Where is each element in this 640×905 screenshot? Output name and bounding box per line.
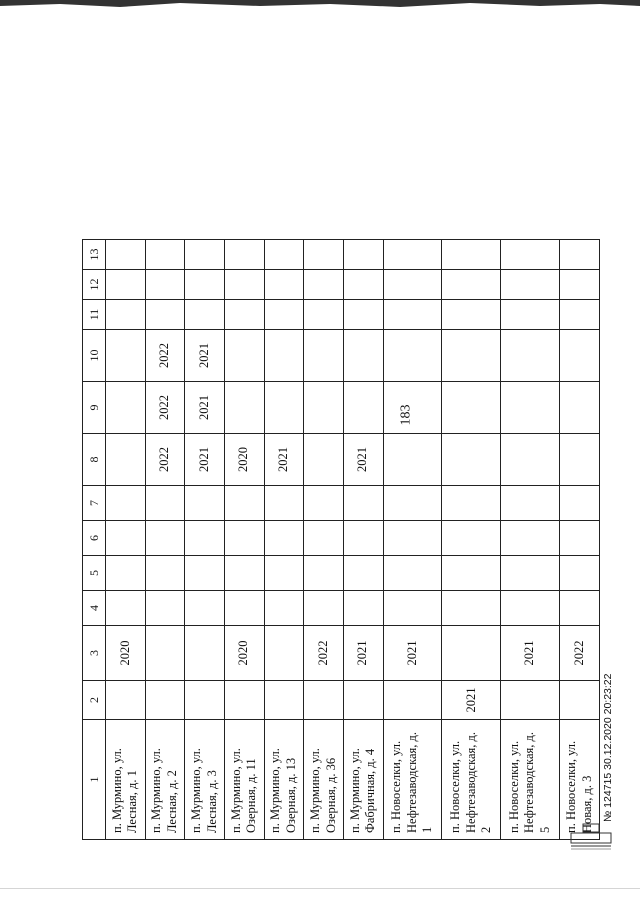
year-cell-c2	[224, 681, 264, 720]
year-cell-c9: 2021	[185, 382, 225, 434]
year-cell-c2	[383, 681, 442, 720]
schedule-table-rotated	[82, 240, 600, 840]
address-cell: п. Мурмино, ул. Озерная, д. 36	[304, 720, 344, 840]
year-cell-c7	[383, 486, 442, 521]
year-cell-c4	[264, 591, 304, 626]
address-cell: п. Мурмино, ул. Фабричная, д. 4	[343, 720, 383, 840]
column-header-9: 9	[83, 382, 106, 434]
year-cell-c7	[442, 486, 501, 521]
year-cell-c13	[442, 240, 501, 270]
schedule-table	[82, 239, 600, 840]
year-cell-c2	[501, 681, 560, 720]
year-cell-c11	[343, 300, 383, 330]
year-cell-c3: 2020	[224, 626, 264, 681]
column-header-6: 6	[83, 521, 106, 556]
year-cell-c12	[501, 270, 560, 300]
year-cell-c12	[442, 270, 501, 300]
year-cell-c4	[185, 591, 225, 626]
year-cell-c3	[185, 626, 225, 681]
year-cell-c7	[560, 486, 600, 521]
year-cell-c6	[560, 521, 600, 556]
year-cell-c8: 2022	[145, 434, 185, 486]
year-cell-c2	[185, 681, 225, 720]
column-header-2: 2	[83, 681, 106, 720]
address-cell: п. Новоселки, ул. Новая, д. 3	[560, 720, 600, 840]
year-cell-c12	[560, 270, 600, 300]
address-cell: п. Новоселки, ул. Нефтезаводская, д. 1	[383, 720, 442, 840]
year-cell-c5	[304, 556, 344, 591]
year-cell-c4	[560, 591, 600, 626]
year-cell-c2	[264, 681, 304, 720]
year-cell-c13	[383, 240, 442, 270]
table-row	[224, 240, 264, 840]
electronic-document-logo-icon	[569, 823, 613, 851]
year-cell-c3: 2021	[383, 626, 442, 681]
document-id-stamp	[602, 612, 616, 822]
address-cell: п. Новоселки, ул. Нефтезаводская, д. 5	[501, 720, 560, 840]
year-cell-c10	[264, 330, 304, 382]
address-cell: п. Мурмино, ул. Лесная, д. 2	[145, 720, 185, 840]
year-cell-c5	[501, 556, 560, 591]
year-cell-c9	[442, 382, 501, 434]
address-cell: п. Мурмино, ул. Лесная, д. 1	[106, 720, 146, 840]
year-cell-c9	[304, 382, 344, 434]
year-cell-c9	[501, 382, 560, 434]
year-cell-c5	[343, 556, 383, 591]
year-cell-c8	[560, 434, 600, 486]
year-cell-c8	[304, 434, 344, 486]
year-cell-c7	[264, 486, 304, 521]
year-cell-c7	[501, 486, 560, 521]
table-row	[501, 240, 560, 840]
address-cell: п. Мурмино, ул. Озерная, д. 11	[224, 720, 264, 840]
year-cell-c5	[145, 556, 185, 591]
table-row	[383, 240, 442, 840]
year-cell-c10	[442, 330, 501, 382]
year-cell-c4	[304, 591, 344, 626]
year-cell-c3: 2021	[501, 626, 560, 681]
year-cell-c8: 2021	[185, 434, 225, 486]
table-row	[560, 240, 600, 840]
year-cell-c8: 2021	[264, 434, 304, 486]
table-row	[442, 240, 501, 840]
year-cell-c9	[106, 382, 146, 434]
year-cell-c6	[501, 521, 560, 556]
year-cell-c2	[145, 681, 185, 720]
year-cell-c11	[304, 300, 344, 330]
year-cell-c7	[304, 486, 344, 521]
page-number: 183	[398, 404, 413, 426]
year-cell-c3	[442, 626, 501, 681]
year-cell-c12	[224, 270, 264, 300]
year-cell-c6	[145, 521, 185, 556]
column-header-11: 11	[83, 300, 106, 330]
year-cell-c5	[106, 556, 146, 591]
year-cell-c3: 2022	[560, 626, 600, 681]
year-cell-c10	[224, 330, 264, 382]
table-header-row	[83, 240, 106, 840]
year-cell-c11	[264, 300, 304, 330]
table-row	[304, 240, 344, 840]
table-row	[185, 240, 225, 840]
year-cell-c11	[383, 300, 442, 330]
year-cell-c4	[224, 591, 264, 626]
year-cell-c6	[106, 521, 146, 556]
year-cell-c7	[185, 486, 225, 521]
year-cell-c8	[442, 434, 501, 486]
year-cell-c8	[501, 434, 560, 486]
year-cell-c3	[145, 626, 185, 681]
year-cell-c8: 2020	[224, 434, 264, 486]
year-cell-c10	[383, 330, 442, 382]
year-cell-c3: 2020	[106, 626, 146, 681]
year-cell-c6	[304, 521, 344, 556]
year-cell-c13	[185, 240, 225, 270]
year-cell-c12	[383, 270, 442, 300]
year-cell-c12	[185, 270, 225, 300]
table-row	[145, 240, 185, 840]
year-cell-c5	[224, 556, 264, 591]
address-cell: п. Новоселки, ул. Нефтезаводская, д. 2	[442, 720, 501, 840]
year-cell-c7	[106, 486, 146, 521]
column-header-12: 12	[83, 270, 106, 300]
year-cell-c9	[560, 382, 600, 434]
table-row	[106, 240, 146, 840]
year-cell-c4	[145, 591, 185, 626]
year-cell-c13	[145, 240, 185, 270]
year-cell-c4	[343, 591, 383, 626]
address-cell: п. Мурмино, ул. Лесная, д. 3	[185, 720, 225, 840]
year-cell-c2	[343, 681, 383, 720]
year-cell-c13	[264, 240, 304, 270]
year-cell-c10	[106, 330, 146, 382]
year-cell-c8: 2021	[343, 434, 383, 486]
year-cell-c3: 2021	[343, 626, 383, 681]
year-cell-c6	[185, 521, 225, 556]
year-cell-c4	[442, 591, 501, 626]
year-cell-c9	[383, 382, 442, 434]
year-cell-c9	[264, 382, 304, 434]
scan-edge-artifact	[0, 0, 640, 14]
year-cell-c12	[343, 270, 383, 300]
year-cell-c5	[560, 556, 600, 591]
year-cell-c6	[264, 521, 304, 556]
year-cell-c13	[224, 240, 264, 270]
column-header-13: 13	[83, 240, 106, 270]
year-cell-c3: 2022	[304, 626, 344, 681]
year-cell-c7	[343, 486, 383, 521]
column-header-5: 5	[83, 556, 106, 591]
year-cell-c10	[501, 330, 560, 382]
column-header-10: 10	[83, 330, 106, 382]
year-cell-c11	[106, 300, 146, 330]
table-row	[264, 240, 304, 840]
year-cell-c7	[145, 486, 185, 521]
year-cell-c12	[264, 270, 304, 300]
document-id-text: № 124715 30.12.2020 20:23:22	[602, 673, 614, 822]
year-cell-c6	[383, 521, 442, 556]
year-cell-c12	[145, 270, 185, 300]
year-cell-c10	[343, 330, 383, 382]
year-cell-c3	[264, 626, 304, 681]
year-cell-c11	[442, 300, 501, 330]
year-cell-c2: 2021	[442, 681, 501, 720]
year-cell-c7	[224, 486, 264, 521]
year-cell-c5	[442, 556, 501, 591]
year-cell-c11	[501, 300, 560, 330]
year-cell-c11	[145, 300, 185, 330]
year-cell-c13	[106, 240, 146, 270]
year-cell-c9: 2022	[145, 382, 185, 434]
scan-bottom-edge	[0, 888, 640, 889]
year-cell-c5	[383, 556, 442, 591]
table-body	[106, 240, 600, 840]
year-cell-c2	[560, 681, 600, 720]
year-cell-c12	[106, 270, 146, 300]
year-cell-c10	[560, 330, 600, 382]
year-cell-c8	[383, 434, 442, 486]
year-cell-c13	[304, 240, 344, 270]
column-header-7: 7	[83, 486, 106, 521]
year-cell-c5	[185, 556, 225, 591]
year-cell-c6	[343, 521, 383, 556]
year-cell-c9	[343, 382, 383, 434]
year-cell-c12	[304, 270, 344, 300]
year-cell-c9	[224, 382, 264, 434]
column-header-4: 4	[83, 591, 106, 626]
year-cell-c5	[264, 556, 304, 591]
table-row	[343, 240, 383, 840]
year-cell-c10: 2022	[145, 330, 185, 382]
year-cell-c11	[224, 300, 264, 330]
year-cell-c2	[106, 681, 146, 720]
year-cell-c11	[185, 300, 225, 330]
year-cell-c6	[442, 521, 501, 556]
year-cell-c4	[501, 591, 560, 626]
year-cell-c13	[560, 240, 600, 270]
year-cell-c4	[106, 591, 146, 626]
column-header-8: 8	[83, 434, 106, 486]
column-header-1: 1	[83, 720, 106, 840]
year-cell-c11	[560, 300, 600, 330]
year-cell-c4	[383, 591, 442, 626]
year-cell-c6	[224, 521, 264, 556]
year-cell-c2	[304, 681, 344, 720]
column-header-3: 3	[83, 626, 106, 681]
address-cell: п. Мурмино, ул. Озерная, д. 13	[264, 720, 304, 840]
year-cell-c10: 2021	[185, 330, 225, 382]
year-cell-c13	[501, 240, 560, 270]
year-cell-c8	[106, 434, 146, 486]
year-cell-c10	[304, 330, 344, 382]
year-cell-c13	[343, 240, 383, 270]
